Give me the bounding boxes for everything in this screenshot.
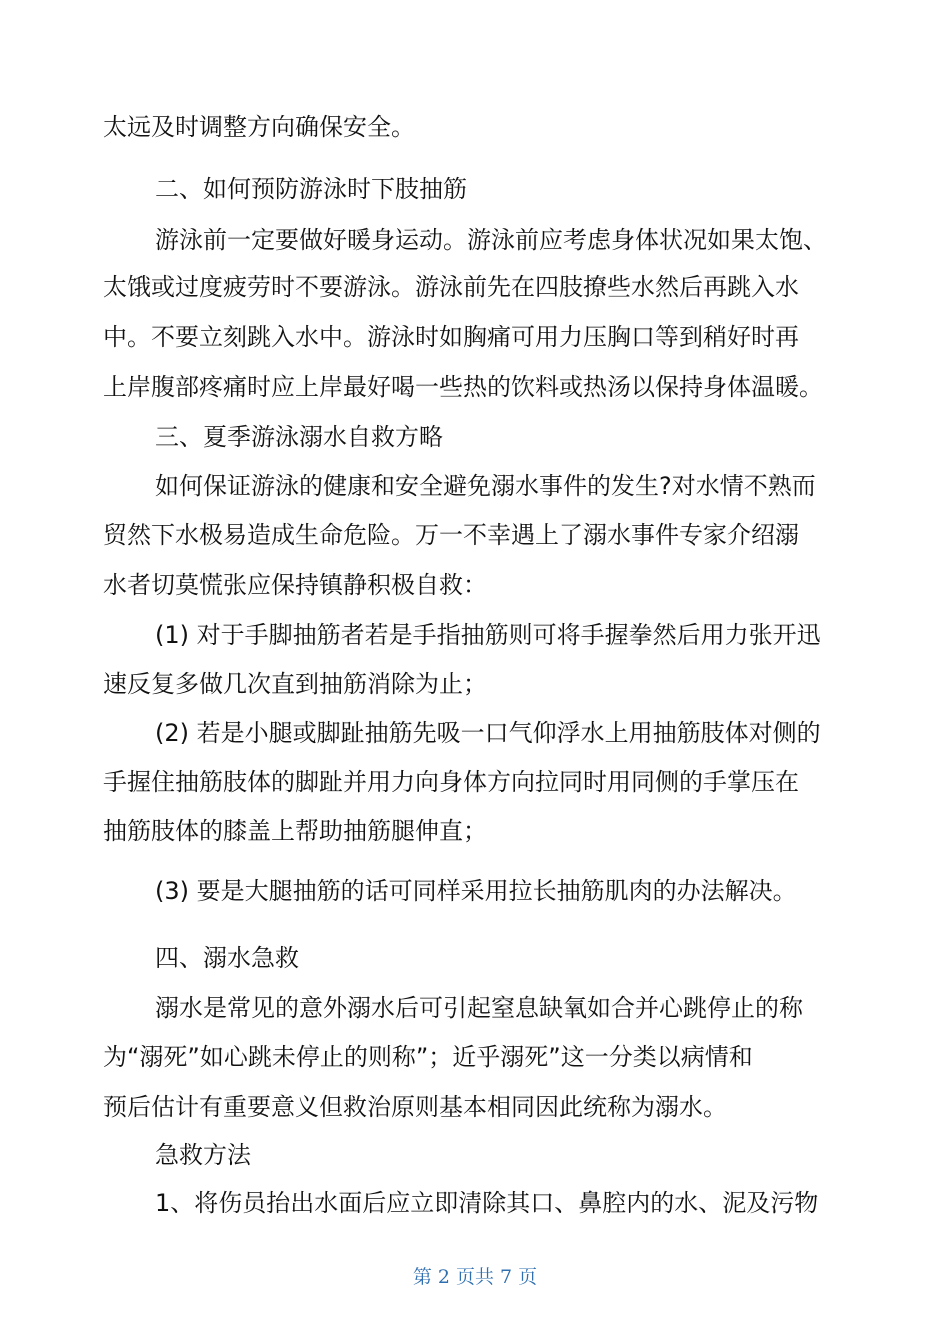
section-heading: 二、如何预防游泳时下肢抽筋 bbox=[155, 175, 467, 203]
list-item-line: 抽筋肢体的膝盖上帮助抽筋腿伸直； bbox=[103, 817, 487, 845]
paragraph-line: 溺水是常见的意外溺水后可引起窒息缺氧如合并心跳停止的称 bbox=[155, 994, 803, 1022]
subsection-heading: 急救方法 bbox=[155, 1141, 251, 1169]
page-number-footer: 第 2 页共 7 页 bbox=[412, 1266, 538, 1288]
paragraph-line: 贸然下水极易造成生命危险。万一不幸遇上了溺水事件专家介绍溺 bbox=[103, 521, 799, 549]
paragraph-line: 为“溺死”如心跳未停止的则称”；近乎溺死”这一分类以病情和 bbox=[103, 1043, 753, 1071]
paragraph-line: 太饿或过度疲劳时不要游泳。游泳前先在四肢撩些水然后再跳入水 bbox=[103, 273, 799, 301]
list-item-line: (3) 要是大腿抽筋的话可同样采用拉长抽筋肌肉的办法解决。 bbox=[155, 877, 797, 905]
list-item-line: 手握住抽筋肢体的脚趾并用力向身体方向拉同时用同侧的手掌压在 bbox=[103, 768, 799, 796]
section-heading: 四、溺水急救 bbox=[155, 944, 299, 972]
section-heading: 三、夏季游泳溺水自救方略 bbox=[155, 423, 443, 451]
list-item-line: 速反复多做几次直到抽筋消除为止； bbox=[103, 670, 487, 698]
paragraph-line: 预后估计有重要意义但救治原则基本相同因此统称为溺水。 bbox=[103, 1093, 727, 1121]
paragraph-line: 中。不要立刻跳入水中。游泳时如胸痛可用力压胸口等到稍好时再 bbox=[103, 323, 799, 351]
paragraph-line: 1、将伤员抬出水面后应立即清除其口、鼻腔内的水、泥及污物 bbox=[155, 1189, 819, 1217]
list-item-line: (1) 对于手脚抽筋者若是手指抽筋则可将手握拳然后用力张开迅 bbox=[155, 621, 821, 649]
paragraph-line: 水者切莫慌张应保持镇静积极自救： bbox=[103, 571, 487, 599]
paragraph-line: 太远及时调整方向确保安全。 bbox=[103, 113, 415, 141]
paragraph-line: 上岸腹部疼痛时应上岸最好喝一些热的饮料或热汤以保持身体温暖。 bbox=[103, 373, 823, 401]
list-item-line: (2) 若是小腿或脚趾抽筋先吸一口气仰浮水上用抽筋肢体对侧的 bbox=[155, 719, 821, 747]
paragraph-line: 如何保证游泳的健康和安全避免溺水事件的发生?对水情不熟而 bbox=[155, 472, 816, 500]
paragraph-line: 游泳前一定要做好暖身运动。游泳前应考虑身体状况如果太饱、 bbox=[155, 226, 827, 254]
